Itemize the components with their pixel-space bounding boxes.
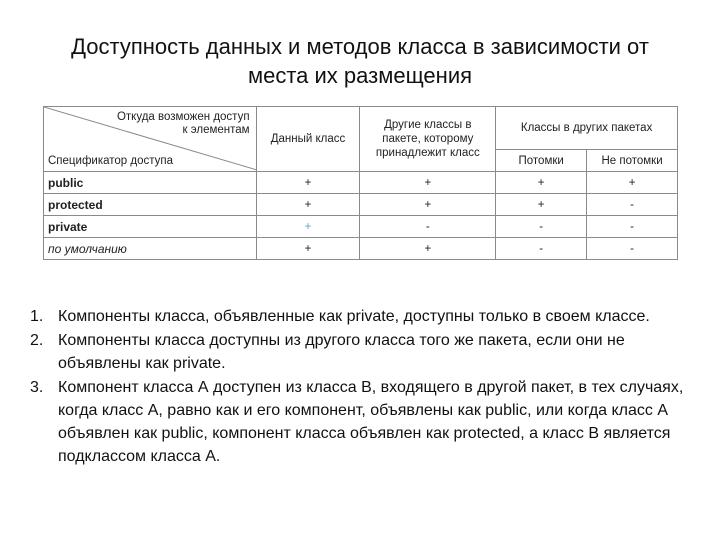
row-cell: +	[256, 194, 360, 216]
list-number: 2.	[30, 332, 44, 349]
row-cell: +	[360, 238, 496, 260]
table-row	[44, 216, 678, 238]
list-text: Компонент класса А доступен из класса В, входящего в другой пакет, в тех случаях, когда класс А, равно как и его компонент, объявлены как public, или когда класс А объявлен как public, компонент класса объявлен как protected, а класс В является подклассом класса А.	[58, 379, 684, 465]
list-item	[30, 329, 690, 375]
row-cell: +	[496, 194, 587, 216]
list-item	[30, 305, 690, 328]
row-cell: -	[496, 216, 587, 238]
corner-top-line-1: Откуда возможен доступ	[116, 111, 250, 123]
row-modifier: по умолчанию	[44, 238, 257, 260]
row-cell: -	[360, 216, 496, 238]
row-cell: +	[587, 172, 678, 194]
row-cell: +	[256, 216, 360, 238]
row-cell: +	[256, 238, 360, 260]
row-cell: -	[496, 238, 587, 260]
header-same-package: Другие классы в пакете, которому принадлежит класс	[360, 107, 496, 172]
table-row	[44, 194, 678, 216]
subheader-non-descendants: Не потомки	[587, 150, 678, 172]
row-modifier: private	[44, 216, 257, 238]
row-cell: -	[587, 238, 678, 260]
list-number: 1.	[30, 308, 44, 325]
row-modifier: protected	[44, 194, 257, 216]
table-row	[44, 172, 678, 194]
row-cell: +	[360, 172, 496, 194]
table-corner-cell	[44, 107, 257, 172]
access-table-wrapper	[43, 106, 678, 264]
list-number: 3.	[30, 379, 44, 396]
corner-top-label	[117, 111, 250, 137]
header-other-packages: Классы в других пакетах	[496, 107, 678, 150]
access-table	[43, 106, 678, 260]
subheader-descendants: Потомки	[496, 150, 587, 172]
header-same-class: Данный класс	[256, 107, 360, 172]
table-header-row	[44, 107, 678, 150]
row-cell: -	[587, 216, 678, 238]
list-item	[30, 376, 690, 468]
slide-title: Доступность данных и методов класса в зависимости от места их размещения	[71, 34, 649, 88]
corner-bottom-label: Спецификатор доступа	[48, 155, 174, 167]
corner-top-line-2: к элементам	[182, 124, 250, 136]
row-cell: +	[256, 172, 360, 194]
list-text: Компоненты класса доступны из другого класса того же пакета, если они не объявлены как private.	[58, 332, 625, 372]
row-cell: +	[360, 194, 496, 216]
list-text: Компоненты класса, объявленные как private, доступны только в своем классе.	[58, 308, 650, 325]
row-modifier: public	[44, 172, 257, 194]
row-cell: +	[496, 172, 587, 194]
notes-list	[30, 305, 690, 469]
table-row	[44, 238, 678, 260]
row-cell: -	[587, 194, 678, 216]
